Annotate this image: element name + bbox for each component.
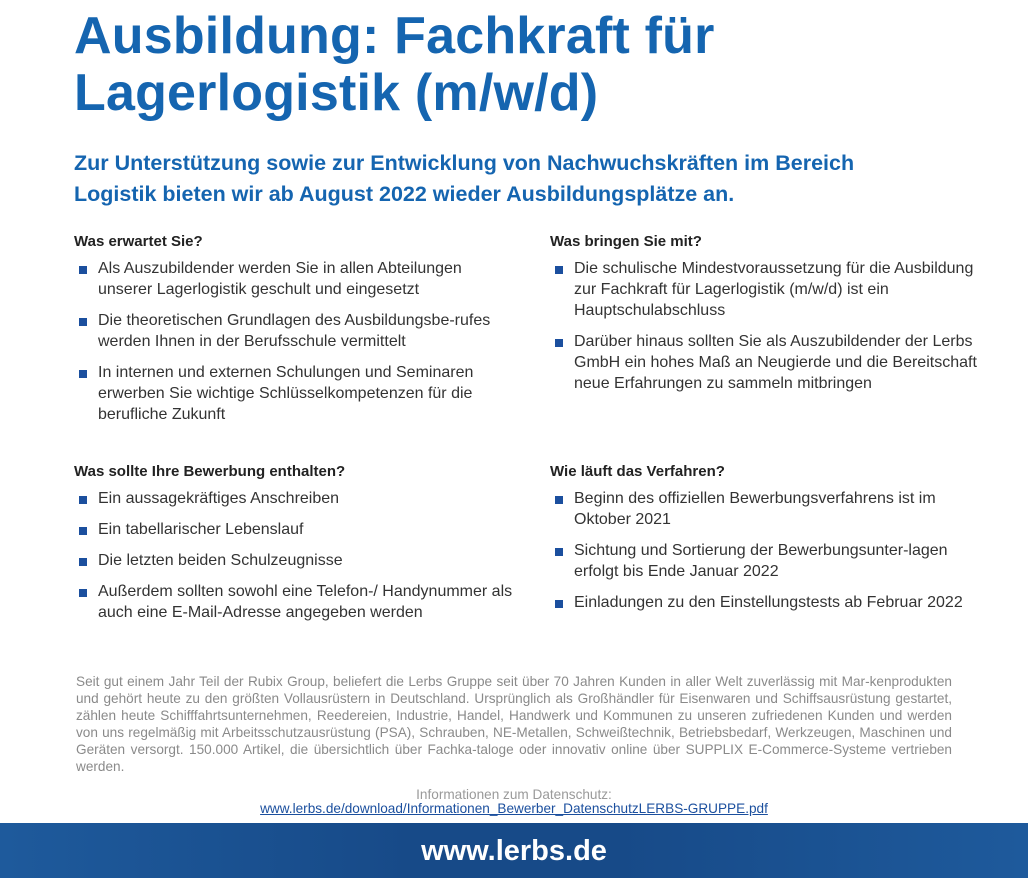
list-item [74, 488, 514, 509]
square-bullet-icon [555, 600, 563, 608]
privacy-label: Informationen zum Datenschutz: [416, 787, 612, 802]
square-bullet-icon [79, 318, 87, 326]
list-item-text: Sichtung und Sortierung der Bewerbungsunter-lagen erfolgt bis Ende Januar 2022 [574, 542, 948, 580]
bullet-list [74, 258, 514, 425]
page-subtitle [74, 148, 994, 210]
bullet-list [74, 488, 514, 623]
square-bullet-icon [79, 527, 87, 535]
list-item-text: Ein tabellarischer Lebenslauf [98, 521, 304, 538]
page-title-line-2: Lagerlogistik (m/w/d) [74, 64, 599, 122]
square-bullet-icon [79, 589, 87, 597]
square-bullet-icon [555, 496, 563, 504]
page-title-line-1: Ausbildung: Fachkraft für [74, 7, 715, 65]
list-item [74, 310, 514, 352]
page-subtitle-line-1: Zur Unterstützung sowie zur Entwicklung von Nachwuchskräften im Bereich [74, 151, 855, 175]
list-item [74, 258, 514, 300]
list-item [74, 550, 514, 571]
list-item-text: Außerdem sollten sowohl eine Telefon-/ Handynummer als auch eine E-Mail-Adresse angegeben werden [98, 583, 513, 621]
list-item-text: Als Auszubildender werden Sie in allen Abteilungen unserer Lagerlogistik geschult und eingesetzt [98, 260, 462, 298]
list-item-text: Die schulische Mindestvoraussetzung für die Ausbildung zur Fachkraft für Lagerlogistik (m/w/d) ist ein Hauptschulabschluss [574, 260, 974, 319]
section-heading: Was bringen Sie mit? [550, 233, 702, 250]
list-item-text: Einladungen zu den Einstellungstests ab Februar 2022 [574, 594, 963, 611]
list-item [550, 331, 990, 394]
list-item [550, 592, 990, 613]
section-heading: Was erwartet Sie? [74, 233, 203, 250]
list-item [74, 581, 514, 623]
square-bullet-icon [555, 548, 563, 556]
list-item-text: In internen und externen Schulungen und Seminaren erwerben Sie wichtige Schlüsselkompetenzen für die berufliche Zukunft [98, 364, 474, 423]
section-heading: Wie läuft das Verfahren? [550, 463, 725, 480]
bullet-list [550, 258, 990, 394]
privacy-link[interactable]: www.lerbs.de/download/Informationen_Bewerber_DatenschutzLERBS-GRUPPE.pdf [260, 801, 768, 816]
section-expectations [74, 232, 514, 435]
square-bullet-icon [79, 558, 87, 566]
square-bullet-icon [79, 266, 87, 274]
list-item-text: Die letzten beiden Schulzeugnisse [98, 552, 343, 569]
list-item [550, 258, 990, 321]
section-requirements [550, 232, 990, 404]
page-subtitle-line-2: Logistik bieten wir ab August 2022 wieder Ausbildungsplätze an. [74, 182, 735, 206]
list-item-text: Die theoretischen Grundlagen des Ausbildungsbe-rufes werden Ihnen in der Berufsschule vermittelt [98, 312, 491, 350]
footer-website-link[interactable]: www.lerbs.de [421, 835, 607, 867]
square-bullet-icon [79, 496, 87, 504]
list-item-text: Darüber hinaus sollten Sie als Auszubildender der Lerbs GmbH ein hohes Maß an Neugierde und die Bereitschaft neue Erfahrungen zu sammeln mitbringen [574, 333, 977, 392]
list-item-text: Beginn des offiziellen Bewerbungsverfahrens ist im Oktober 2021 [574, 490, 936, 528]
list-item [550, 540, 990, 582]
list-item [74, 362, 514, 425]
section-heading: Was sollte Ihre Bewerbung enthalten? [74, 463, 346, 480]
list-item [74, 519, 514, 540]
section-application [74, 462, 514, 633]
company-description: Seit gut einem Jahr Teil der Rubix Group, beliefert die Lerbs Gruppe seit über 70 Jahren Kunden in aller Welt zuverlässig mit Mar-kenprodukten und gehört heute zu den größten Vollausrüstern in Deutschland. Ursprünglich als Großhändler für Eisenwaren und Schiffsausrüstung gestartet, zählen heute Schifffahrtsunternehmen, Reedereien, Industrie, Handel, Handwerk und Kommunen zu unseren zufriedenen Kunden und werden von uns regelmäßig mit Arbeitsschutzausrüstung (PSA), Schrauben, NE-Metallen, Schweißtechnik, Betriebsbedarf, Werkzeugen, Maschinen und Geräten versorgt. 150.000 Artikel, die übersichtlich über Fachka-taloge oder innovativ online über SUPPLIX E-Commerce-Systeme vertrieben werden. [76, 674, 952, 774]
footer-banner [0, 823, 1028, 878]
square-bullet-icon [555, 266, 563, 274]
bullet-list [550, 488, 990, 613]
square-bullet-icon [79, 370, 87, 378]
section-process [550, 462, 990, 623]
list-item [550, 488, 990, 530]
list-item-text: Ein aussagekräftiges Anschreiben [98, 490, 340, 507]
square-bullet-icon [555, 339, 563, 347]
page-title [74, 8, 994, 122]
